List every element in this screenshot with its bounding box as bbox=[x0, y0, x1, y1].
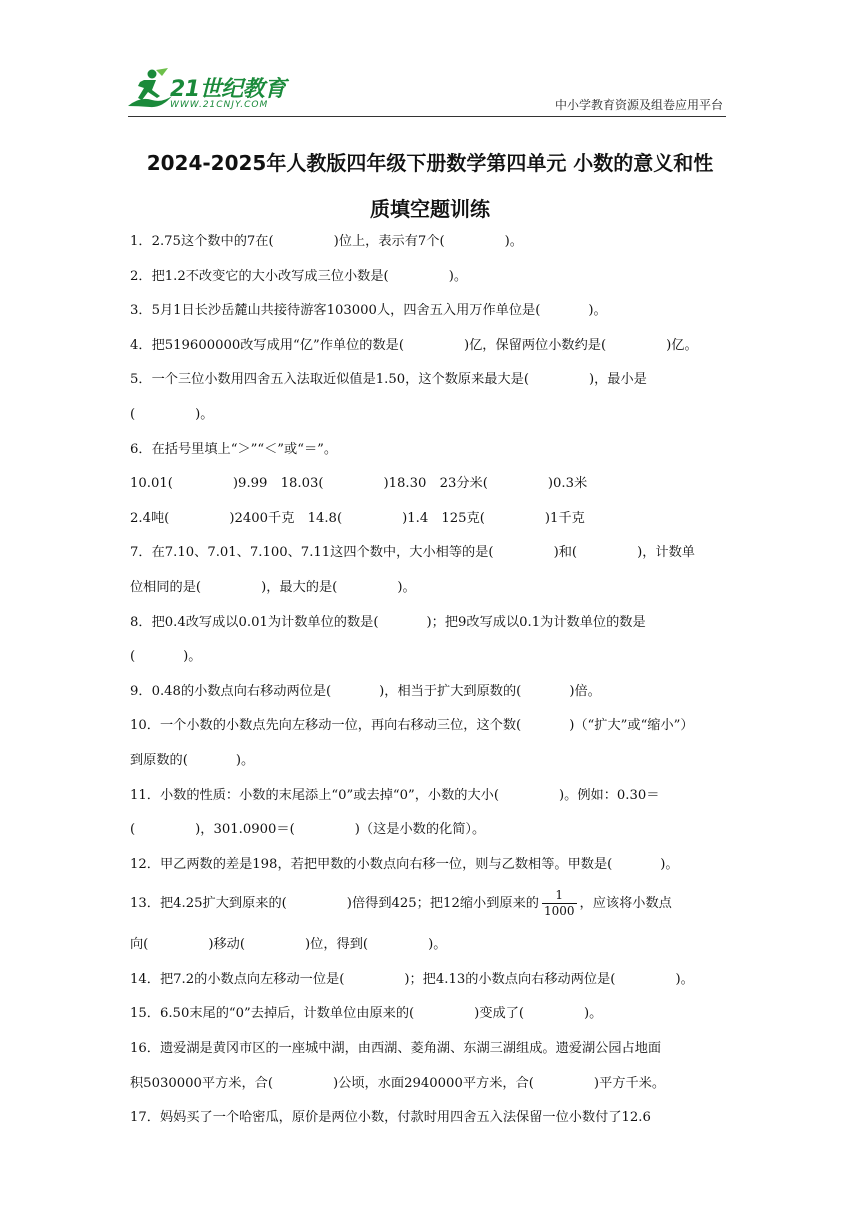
question-text: 1．2.75这个数中的7在( bbox=[130, 234, 274, 249]
question-text: 7．在7.10、7.01、7.100、7.11这四个数中，大小相等的是( bbox=[130, 545, 494, 561]
logo-text: 21世纪教育 bbox=[170, 77, 286, 102]
question-text: )移动( bbox=[208, 937, 246, 953]
question-16-cont bbox=[130, 1070, 742, 1105]
document-title bbox=[120, 140, 740, 232]
question-text: )。 bbox=[675, 971, 694, 987]
question-text: 17．妈妈买了一个哈密瓜，原价是两位小数，付款时用四舍五入法保留一位小数付了12.6 bbox=[130, 1110, 651, 1126]
question-text: ( bbox=[130, 649, 136, 665]
question-14 bbox=[130, 966, 742, 1001]
question-5-cont bbox=[130, 401, 742, 436]
question-13 bbox=[130, 885, 742, 931]
question-text: )和( bbox=[553, 545, 578, 561]
question-text: )。例如：0.30＝ bbox=[558, 787, 660, 803]
question-text: 向( bbox=[130, 937, 149, 953]
question-list bbox=[130, 228, 742, 1139]
question-5 bbox=[130, 366, 742, 401]
header-divider bbox=[128, 116, 726, 117]
question-text: )18.30 23分米( bbox=[383, 476, 488, 492]
question-text: )，相当于扩大到原数的( bbox=[379, 683, 522, 699]
title-line-2: 质填空题训练 bbox=[370, 197, 490, 221]
question-text: 9．0.48的小数点向右移动两位是( bbox=[130, 683, 332, 699]
question-13-cont bbox=[130, 931, 742, 966]
question-text: 积5030000平方米，合( bbox=[130, 1075, 274, 1091]
question-text: 6．在括号里填上“＞”“＜”或“＝”。 bbox=[130, 441, 338, 457]
question-text: )。 bbox=[235, 752, 255, 768]
title-line-1: 2024-2025年人教版四年级下册数学第四单元 小数的意义和性 bbox=[146, 151, 714, 175]
question-text: )；把9改写成以0.1为计数单位的数是 bbox=[426, 614, 646, 630]
question-text: 14．把7.2的小数点向左移动一位是( bbox=[130, 971, 345, 987]
question-text: )，最大的是( bbox=[261, 579, 338, 595]
question-7 bbox=[130, 539, 742, 574]
question-text: 15．6.50末尾的“0”去掉后，计数单位由原来的( bbox=[130, 1006, 415, 1022]
question-text: )公顷，水面2940000平方米，合( bbox=[333, 1075, 534, 1091]
question-text: 5．一个三位小数用四舍五入法取近似值是1.50，这个数原来最大是( bbox=[130, 372, 529, 388]
question-11-cont bbox=[130, 816, 742, 851]
question-3 bbox=[130, 297, 742, 332]
question-2 bbox=[130, 263, 742, 298]
question-11 bbox=[130, 782, 742, 817]
question-8-cont bbox=[130, 643, 742, 678]
platform-text: 中小学教育资源及组卷应用平台 bbox=[554, 98, 723, 112]
question-6-row-2 bbox=[130, 505, 742, 540]
question-text: )亿，保留两位小数约是( bbox=[463, 337, 607, 353]
question-text: )，最小是 bbox=[588, 372, 647, 388]
question-text: )倍得到425；把12缩小到原来的 bbox=[346, 896, 539, 912]
question-text: )，计数单 bbox=[637, 545, 695, 561]
question-9 bbox=[130, 678, 742, 713]
question-text: 2．把1.2不改变它的大小改写成三位小数是( bbox=[130, 268, 389, 284]
question-text: )位，得到( bbox=[305, 937, 369, 953]
question-text: )。 bbox=[448, 268, 468, 284]
fraction bbox=[542, 888, 577, 919]
question-text: )倍。 bbox=[569, 683, 601, 699]
question-text: )。 bbox=[428, 937, 447, 953]
question-text: )；把4.13的小数点向右移动两位是( bbox=[404, 971, 616, 987]
question-text: )。 bbox=[588, 303, 607, 319]
question-7-cont bbox=[130, 574, 742, 609]
question-text: ( bbox=[130, 406, 136, 422]
question-text: 10.01( bbox=[130, 476, 173, 492]
question-text: )（这是小数的化简）。 bbox=[354, 822, 486, 838]
runner-logo-icon bbox=[122, 66, 174, 114]
question-text: 1 bbox=[542, 888, 577, 904]
question-17 bbox=[130, 1104, 742, 1139]
question-text: 8．把0.4改写成以0.01为计数单位的数是( bbox=[130, 614, 379, 630]
question-text: )。 bbox=[504, 234, 523, 249]
question-text: 位相同的是( bbox=[130, 579, 202, 595]
question-4 bbox=[130, 332, 742, 367]
question-text: 4．把519600000改写成用“亿”作单位的数是( bbox=[130, 337, 404, 353]
question-text: 10．一个小数的小数点先向左移动一位，再向右移动三位，这个数( bbox=[130, 718, 522, 734]
question-text: )2400千克 14.8( bbox=[229, 510, 343, 526]
question-text: )。 bbox=[397, 579, 416, 595]
question-text: ( bbox=[130, 822, 136, 838]
question-text: )变成了( bbox=[474, 1006, 525, 1022]
question-8 bbox=[130, 609, 742, 644]
question-text: 13．把4.25扩大到原来的( bbox=[130, 896, 287, 912]
question-text: ，应该将小数点 bbox=[579, 896, 672, 912]
question-text: )（“扩大”或“缩小”） bbox=[569, 718, 694, 734]
question-text: 到原数的( bbox=[130, 752, 188, 768]
logo bbox=[122, 66, 302, 116]
question-text: )亿。 bbox=[666, 337, 698, 353]
question-text: 12．甲乙两数的差是198，若把甲数的小数点向右移一位，则与乙数相等。甲数是( bbox=[130, 856, 613, 872]
question-text: )9.99 18.03( bbox=[232, 476, 324, 492]
logo-url: WWW.21CNJY.COM bbox=[170, 100, 269, 110]
question-15 bbox=[130, 1000, 742, 1035]
question-text: )1千克 bbox=[544, 510, 585, 526]
question-text: )1.4 125克( bbox=[402, 510, 485, 526]
question-16 bbox=[130, 1035, 742, 1070]
question-text: )位上，表示有7个( bbox=[333, 234, 445, 249]
page-header bbox=[0, 0, 860, 130]
question-text: )平方千米。 bbox=[593, 1075, 666, 1091]
question-text: )。 bbox=[584, 1006, 603, 1022]
question-6 bbox=[130, 436, 742, 471]
question-text: 2.4吨( bbox=[130, 510, 170, 526]
question-text: )。 bbox=[195, 406, 214, 422]
question-10 bbox=[130, 712, 742, 747]
question-6-row-1 bbox=[130, 470, 742, 505]
question-1 bbox=[130, 228, 742, 263]
question-text: 3．5月1日长沙岳麓山共接待游客103000人，四舍五入用万作单位是( bbox=[130, 303, 541, 319]
question-text: 1000 bbox=[543, 904, 575, 919]
question-text: )。 bbox=[183, 649, 202, 665]
question-text: )。 bbox=[660, 856, 679, 872]
question-text: 11．小数的性质：小数的末尾添上“0”或去掉“0”，小数的大小( bbox=[130, 787, 499, 803]
question-12 bbox=[130, 851, 742, 886]
question-text: 16．遗爱湖是黄冈市区的一座城中湖，由西湖、菱角湖、东湖三湖组成。遗爱湖公园占地面 bbox=[130, 1041, 662, 1057]
question-text: )0.3米 bbox=[547, 476, 588, 492]
question-text: )，301.0900＝( bbox=[195, 822, 295, 838]
question-10-cont bbox=[130, 747, 742, 782]
